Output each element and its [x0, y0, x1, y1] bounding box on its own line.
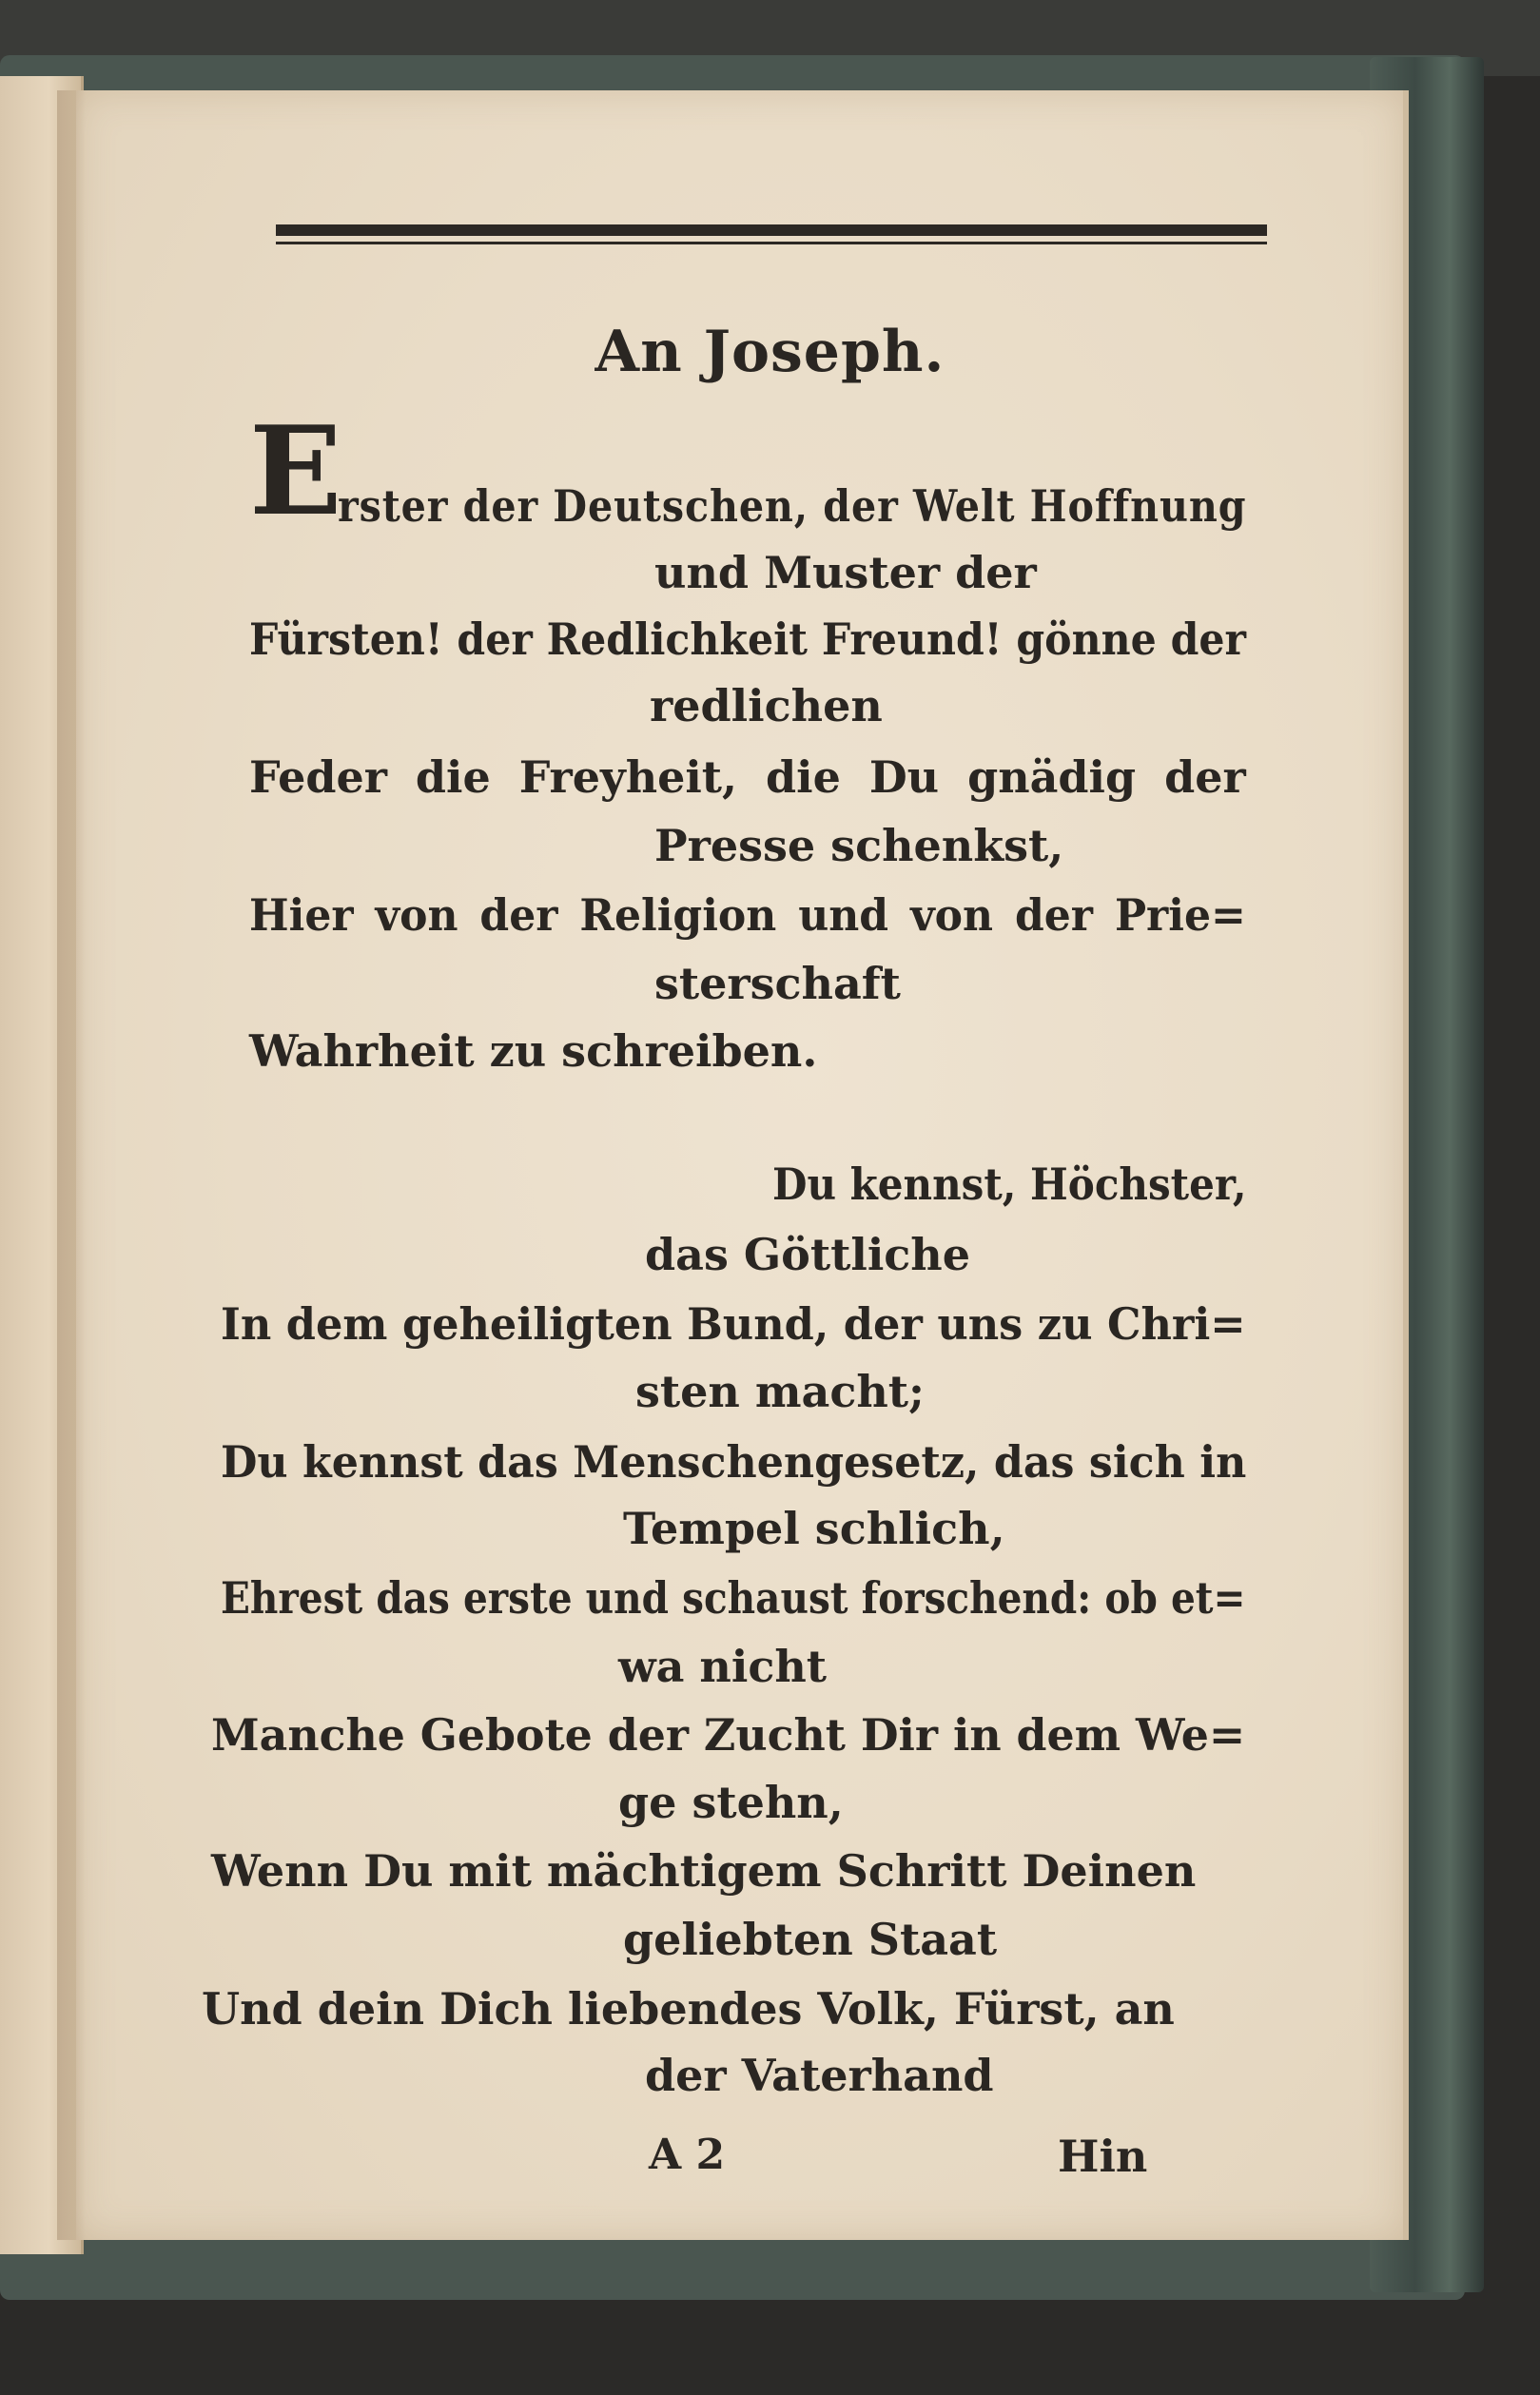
- signature-mark: A 2: [649, 2131, 726, 2179]
- poem-line: Wahrheit zu schreiben.: [249, 1025, 818, 1077]
- poem-line: rster der Deutschen, der Welt Hoffnung: [338, 480, 1247, 532]
- poem-line: ge stehn,: [618, 1777, 844, 1828]
- poem-line: Fürsten! der Redlichkeit Freund! gönne der: [249, 613, 1246, 665]
- poem-line: Tempel schlich,: [623, 1503, 1005, 1554]
- poem-line: das Göttliche: [645, 1229, 971, 1280]
- poem-line: geliebten Staat: [623, 1914, 998, 1965]
- poem-line: der Vaterhand: [645, 2050, 994, 2101]
- poem-line: Und dein Dich liebendes Volk, Fürst, an: [202, 1983, 1175, 2035]
- poem-line: In dem geheiligten Bund, der uns zu Chri=: [221, 1298, 1246, 1350]
- catchword: Hin: [1058, 2131, 1148, 2182]
- poem-line: Du kennst das Menschengesetz, das sich in: [221, 1436, 1247, 1488]
- poem-line: redlichen: [650, 680, 883, 731]
- poem-line: Hier von der Religion und von der Prie=: [249, 889, 1246, 941]
- poem-line: wa nicht: [618, 1641, 828, 1692]
- poem-line: Wenn Du mit mächtigem Schritt Deinen: [211, 1845, 1197, 1897]
- poem-line: sten macht;: [635, 1366, 926, 1417]
- poem-line: sterschaft: [654, 958, 901, 1009]
- poem-line: Du kennst, Höchster,: [772, 1159, 1247, 1210]
- poem-line: Presse schenkst,: [654, 820, 1064, 871]
- poem-title: An Joseph.: [595, 319, 945, 385]
- header-double-rule: [276, 224, 1267, 247]
- poem-line: Manche Gebote der Zucht Dir in dem We=: [211, 1709, 1246, 1761]
- poem-line: Ehrest das erste und schaust forschend: ob et=: [221, 1572, 1246, 1624]
- page-gutter-shadow: [57, 90, 86, 2240]
- poem-line: Feder die Freyheit, die Du gnädig der: [249, 751, 1246, 803]
- poem-line: und Muster der: [654, 547, 1037, 598]
- drop-cap: E: [249, 400, 342, 543]
